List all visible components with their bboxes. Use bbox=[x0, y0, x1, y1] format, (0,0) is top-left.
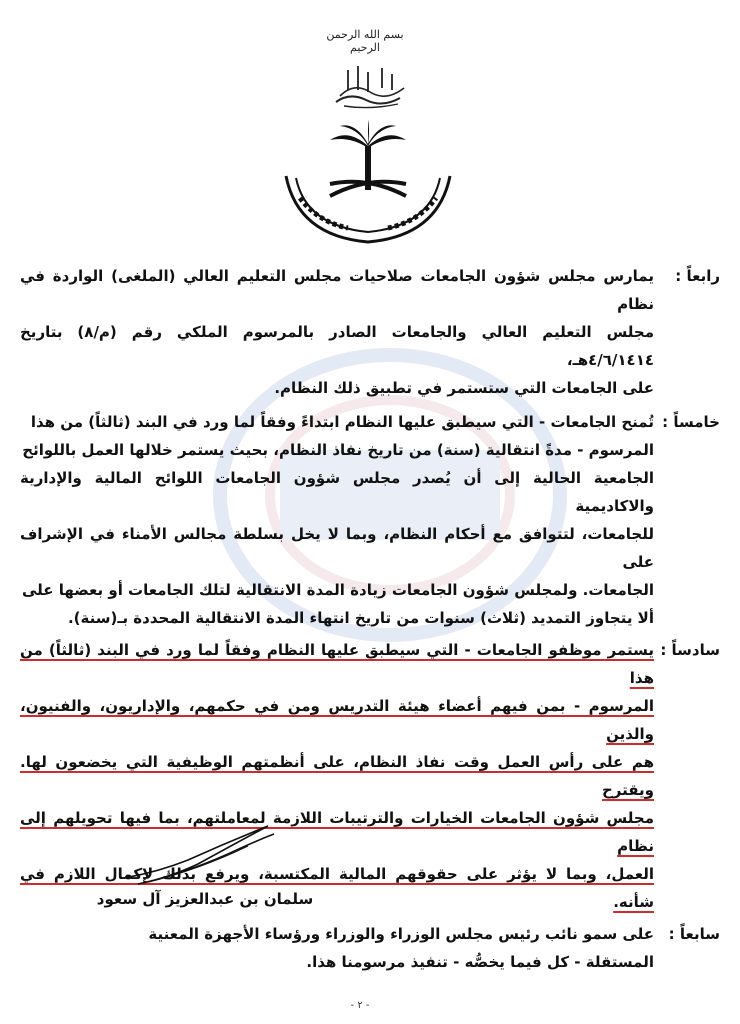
article-line: الجامعية الحالية إلى أن يُصدر مجلس شؤون الجامعات اللوائح المالية والإدارية والاكاديمية bbox=[20, 469, 654, 515]
article-line: ألا يتجاوز التمديد (ثلاث) سنوات من تاريخ انتهاء المدة الانتقالية المحددة بـ(سنة). bbox=[67, 609, 654, 627]
article-line: على الجامعات التي ستستمر في تطبيق ذلك النظام. bbox=[274, 379, 654, 397]
article-fifth bbox=[20, 408, 720, 632]
basmala: بسم الله الرحمن الرحيم bbox=[326, 28, 404, 54]
article-seventh bbox=[20, 920, 720, 976]
article-line-highlighted: مجلس شؤون الجامعات الخيارات والترتيبات اللازمة لمعاملتهم، بما فيها تحويلهم إلى نظام bbox=[20, 809, 654, 855]
article-line: يمارس مجلس شؤون الجامعات صلاحيات مجلس التعليم العالي (الملغى) الواردة في نظام bbox=[20, 267, 654, 313]
page-number: - ٢ - bbox=[350, 1000, 370, 1011]
article-line-highlighted: يستمر موظفو الجامعات - التي سيطبق عليها النظام وفقاً لما ورد في البند (ثالثاً) من هذا bbox=[20, 641, 654, 687]
article-line: مجلس التعليم العالي والجامعات الصادر بالمرسوم الملكي رقم (م/٨) بتاريخ ٤/٦/١٤١٤هـ، bbox=[20, 323, 655, 369]
article-label: رابعاً : bbox=[675, 267, 720, 285]
article-line-highlighted: العمل، وبما لا يؤثر على حقوقهم المالية المكتسبة، ويرفع بذلك لإكمال اللازم في شأنه. bbox=[20, 865, 654, 911]
article-label: سابعاً : bbox=[668, 925, 720, 943]
article-body bbox=[20, 262, 654, 402]
article-fourth bbox=[20, 262, 720, 402]
saudi-emblem bbox=[278, 118, 458, 248]
article-line: المرسوم - مدةً انتقالية (سنة) من تاريخ نفاذ النظام، بحيث يستمر خلالها العمل باللوائح bbox=[22, 441, 654, 459]
shahada-calligraphy bbox=[330, 62, 410, 110]
article-line-highlighted: المرسوم - بمن فيهم أعضاء هيئة التدريس ومن في حكمهم، والإداريون، والفنيون، والذين bbox=[20, 697, 654, 743]
article-label: خامساً : bbox=[662, 413, 720, 431]
article-line-highlighted: هم على رأس العمل وقت نفاذ النظام، على أنظمتهم الوظيفية التي يخضعون لها. ويقترح bbox=[20, 753, 654, 799]
article-body bbox=[20, 636, 654, 916]
article-body bbox=[20, 408, 654, 632]
article-label: سادساً : bbox=[660, 641, 720, 659]
signatory-name: سلمان بن عبدالعزيز آل سعود bbox=[96, 890, 314, 908]
article-line: الجامعات. ولمجلس شؤون الجامعات زيادة المدة الانتقالية لتلك الجامعات أو بعضها على bbox=[21, 581, 654, 599]
article-line: على سمو نائب رئيس مجلس الوزراء والوزراء ورؤساء الأجهزة المعنية bbox=[148, 925, 654, 943]
article-line: تُمنح الجامعات - التي سيطبق عليها النظام ابتداءً وفقاً لما ورد في البند (ثالثاً) من هذا bbox=[30, 413, 654, 431]
handwritten-signature bbox=[118, 812, 278, 892]
article-line: المستقلة - كل فيما يخصُّه - تنفيذ مرسومنا هذا. bbox=[306, 953, 654, 971]
article-body bbox=[20, 920, 654, 976]
article-line: للجامعات، لتتوافق مع أحكام النظام، وبما لا يخل بسلطة مجالس الأمناء في الإشراف على bbox=[20, 525, 654, 571]
